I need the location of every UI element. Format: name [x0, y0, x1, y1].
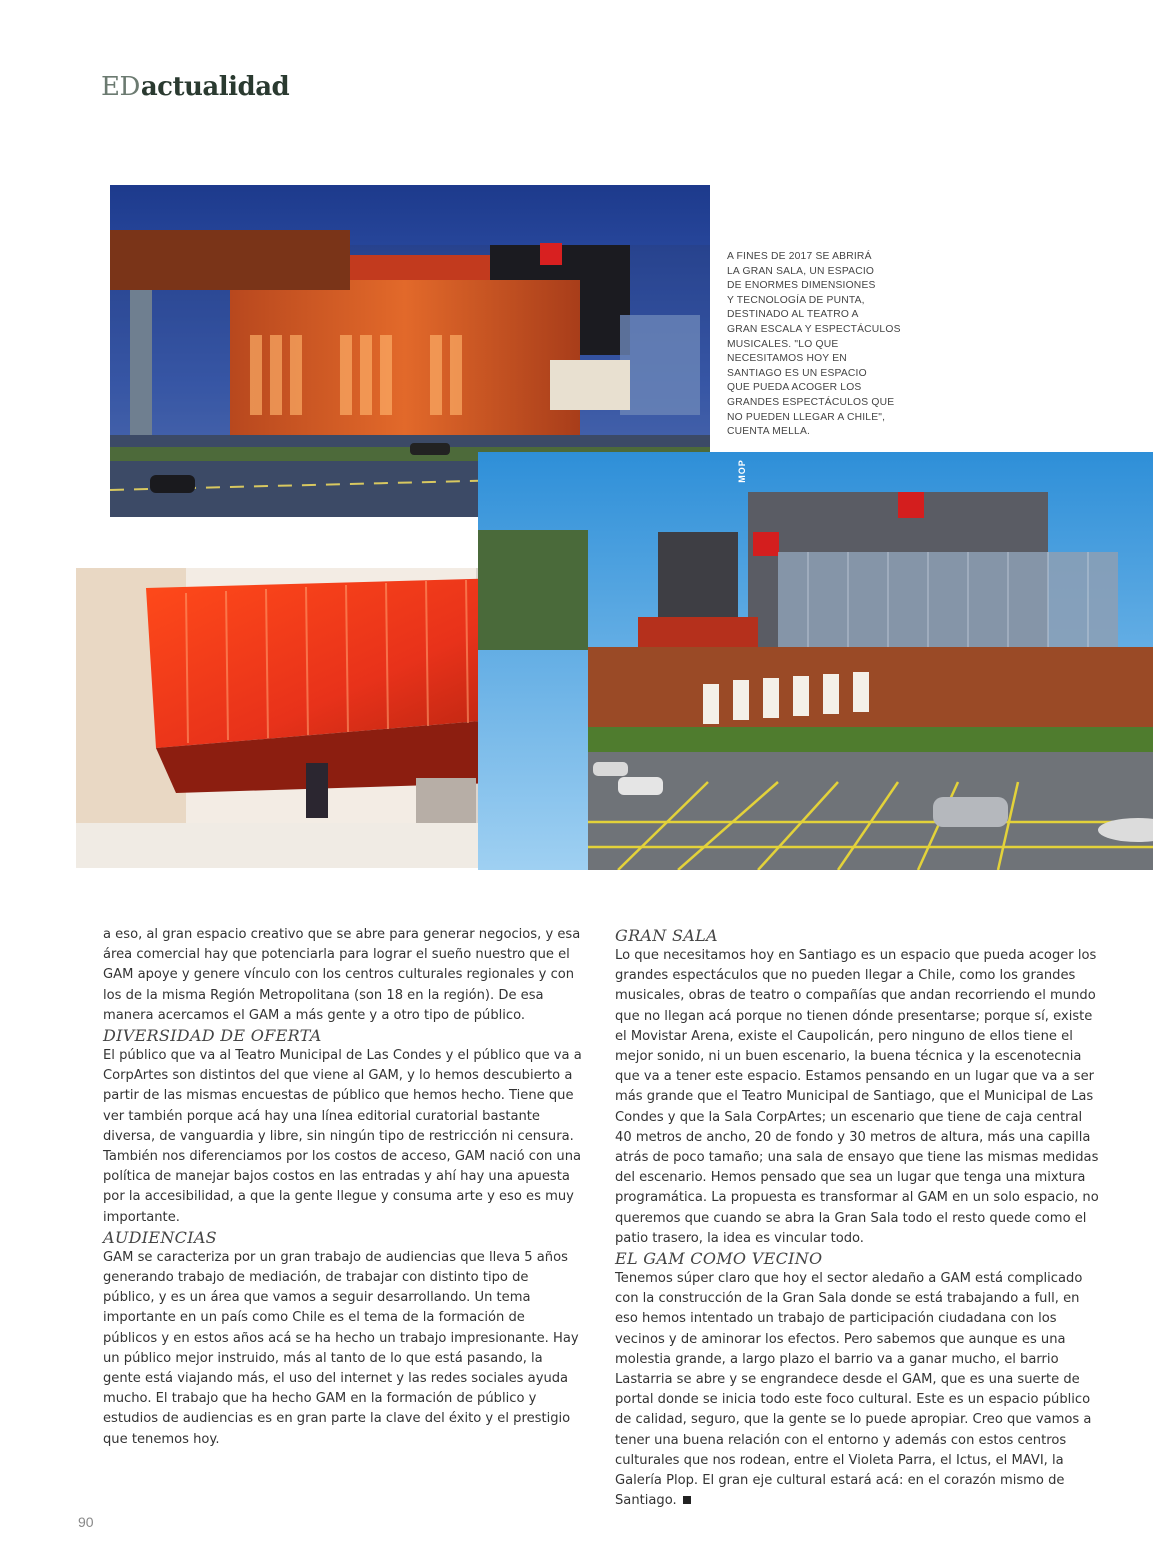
end-of-article-mark: [683, 1496, 691, 1504]
page-number: 90: [78, 1514, 94, 1530]
paragraph: GAM se caracteriza por un gran trabajo de audiencias que lleva 5 años generando trabajo de mediación, de trabajar con distinto tipo de público, y es un área que vamos a seguir desarrollando. Un tema importante en un país como Chile es el tema de la formación de públicos y en estos años acá se ha hecho un trabajo impresionante. Hay un público mejor instruido, más al tanto de lo que está pasando, la gente está viajando más, el uso del internet y las redes sociales ayuda mucho. El trabajo que ha hecho GAM en la formación de público y estudios de audiencias es en gran parte la clave del éxito y el prestigio que tenemos hoy.: [103, 1249, 579, 1447]
article-column-right: [615, 926, 1099, 1511]
paragraph: a eso, al gran espacio creativo que se abre para generar negocios, y esa área comercial hay que potenciarla para lograr el sueño nuestro que el GAM apoye y genere vínculo con los centros culturales regionales y con los de la misma Región Metropolitana (son 18 en la región). De esa manera acercamos el GAM a más gente y a otro tipo de público.: [103, 927, 581, 1023]
paragraph-final: [615, 1269, 1099, 1511]
paragraph: El público que va al Teatro Municipal de Las Condes y el público que va a CorpArtes son distintos del que viene al GAM, y lo hemos descubierto a partir de las mismas encuestas de público que hemos hecho. Tiene que ver también porque acá hay una línea editorial curatorial bastante diversa, de vanguardia y libre, sin ningún tipo de restricción ni censura. También nos diferenciamos por los costos de acceso, GAM nació con una política de manejar bajos costos en las entradas y ahí hay una apuesta por la accesibilidad, a que la gente llegue y consuma arte y eso es muy importante.: [103, 1048, 582, 1225]
photo-credit: MOP: [736, 459, 747, 483]
paragraph: Lo que necesitamos hoy en Santiago es un espacio que pueda acoger los grandes espectáculos que no pueden llegar a Chile, como los grandes musicales, obras de teatro o compañías que andan recorriendo el mundo que no llegan acá porque no tienen dónde presentarse; porque sí, existe el Movistar Arena, existe el Caupolicán, pero ninguno de ellos tiene el mejor sonido, ni un buen escenario, la buena técnica y la escenotecnia que va a tener este espacio. Estamos pensando en un lugar que va a ser más grande que el Teatro Municipal de Santiago, que el Municipal de Las Condes y que la Sala CorpArtes; un escenario que tiene de caja central 40 metros de ancho, 20 de fondo y 30 metros de altura, más una capilla atrás de poco tamaño; una sala de ensayo que tiene las mismas medidas del escenario. Hemos pensado que sea un lugar que tenga una mixtura programática. La propuesta es transformar al GAM en un solo espacio, no queremos que cuando se abra la Gran Sala todo el resto quede como el patio trasero, la idea es vincular todo.: [615, 948, 1099, 1246]
photo-caption: A FINES DE 2017 SE ABRIRÁ LA GRAN SALA, UN ESPACIO DE ENORMES DIMENSIONES Y TECNOLOGÍA DE PUNTA, DESTINADO AL TEATRO A GRAN ESCALA Y ESPECTÁCULOS MUSICALES. "LO QUE NECESITAMOS HOY EN SANTIAGO ES UN ESPACIO QUE PUEDA ACOGER LOS GRANDES ESPECTÁCULOS QUE NO PUEDEN LLEGAR A CHILE", CUENTA MELLA.: [727, 251, 901, 438]
magazine-logo: ED: [101, 72, 140, 102]
article-column-left: [103, 925, 583, 1450]
subheading: GRAN SALA: [615, 926, 718, 945]
section-masthead: [101, 72, 289, 102]
subheading: AUDIENCIAS: [103, 1227, 217, 1247]
subheading: DIVERSIDAD DE OFERTA: [103, 1026, 322, 1046]
paragraph: Tenemos súper claro que hoy el sector aledaño a GAM está complicado con la construcción de la Gran Sala donde se está trabajando a full, en eso hemos intentado un trabajo de participación ciudadana con los vecinos y de aminorar los efectos. Pero sabemos que aunque es una molestia grande, a largo plazo el barrio va a ganar mucho, el barrio Lastarria se abre y se engrandece desde el GAM, que es una suerte de portal donde se inicia todo este foco cultural. Este es un espacio público de calidad, seguro, que la gente se lo puede apropiar. Creo que vamos a tener una buena relación con el entorno y además con estos centros culturales que nos rodean, entre el Violeta Parra, el Ictus, el MAVI, la Galería Plop. El gran eje cultural estará acá: en el corazón mismo de Santiago.: [615, 1271, 1092, 1509]
section-title: actualidad: [140, 72, 290, 102]
photo-gran-sala-day: [478, 452, 1153, 870]
subheading: EL GAM COMO VECINO: [615, 1249, 823, 1269]
